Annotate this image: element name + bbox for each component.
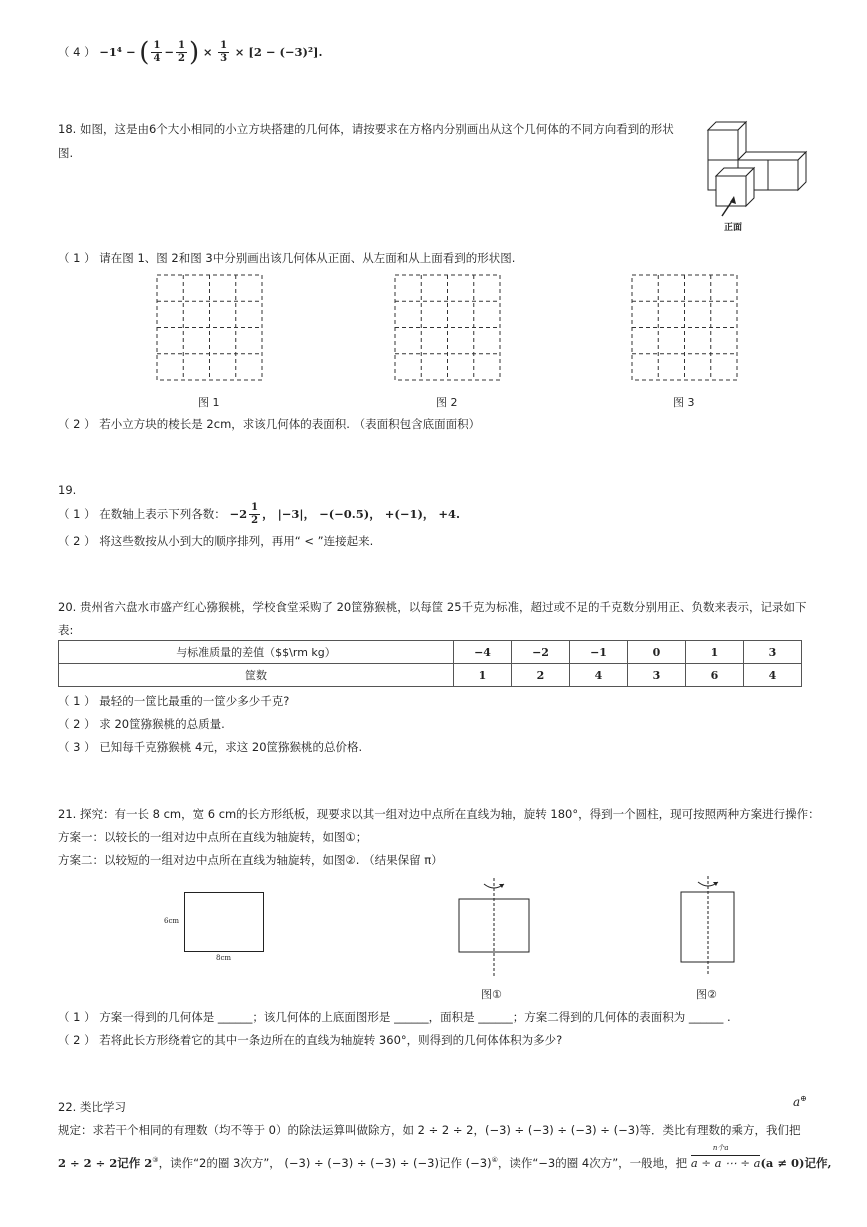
q22-line2-b: ，读作“2的圈 3次方”， (−3) ÷ (−3) ÷ (−3) ÷ (−3)记作 (−3) [158,1156,492,1170]
grid-2 [394,274,502,382]
figure-1-rotation [456,872,532,980]
table-cell: 3 [744,641,802,664]
times-sign: × [202,45,213,59]
grid-3-caption: 图 3 [673,396,695,409]
corner-symbol: a⊕ [793,1094,807,1109]
table-row [59,664,802,687]
q19-part1-text: （ 1 ） 在数轴上表示下列各数： [58,507,226,521]
length-label: 8cm [216,954,232,962]
q17-part4-prefix: （ 4 ） [58,45,96,59]
brace-expression [690,1144,761,1170]
q18-line1: 18. 如图，这是由6个大小相同的小立方块搭建的几何体，请按要求在方格内分别画出从这个几何体的不同方向看到的形状 [58,122,674,136]
q22-title: 22. 类比学习 [58,1100,126,1114]
q20-part1: （ 1 ） 最轻的一筐比最重的一筐少多少千克? [58,694,290,708]
table-cell: 1 [454,664,512,687]
table-cell: 4 [744,664,802,687]
q19-title: 19. [58,483,77,497]
table-cell: 4 [570,664,628,687]
q17-part4 [58,37,323,68]
fraction-1-2: $\frac{1}{2}$ [178,40,186,64]
table-cell: −1 [570,641,628,664]
rectangle-figure [184,892,264,952]
q18-part2: （ 2 ） 若小立方块的棱长是 2cm，求该几何体的表面积. （表面积包含底面面积） [58,417,481,431]
q18-part1: （ 1 ） 请在图 1、图 2和图 3中分别画出该几何体从正面、从左面和从上面看到的形状图. [58,251,516,265]
front-label: 正面 [724,223,743,233]
table-row [59,641,802,664]
grid-2-caption: 图 2 [436,396,458,409]
q18-line2: 图. [58,146,74,160]
row1-label: 与标准质量的差值（$$\rm kg） [59,641,454,664]
q21-part2: （ 2 ） 若将此长方形绕着它的其中一条边所在的直线为轴旋转 360°，则得到的几何体体积为多少? [58,1033,563,1047]
fig1-caption: 图① [481,988,502,1001]
q21-line3: 方案二：以较短的一组对边中点所在直线为轴旋转，如图②. （结果保留 π） [58,853,443,867]
q20-line1: 20. 贵州省六盘水市盛产红心猕猴桃，学校食堂采购了 20筐猕猴桃，以每筐 25千克为标准，超过或不足的千克数分别用正、负数来表示，记录如下 [58,600,807,614]
q20-part3: （ 3 ） 已知每千克猕猴桃 4元，求这 20筐猕猴桃的总价格. [58,740,363,754]
figure-2-rotation [678,872,738,980]
right-paren: ) [189,37,200,68]
q21-part1: （ 1 ） 方案一得到的几何体是 ______；该几何体的上底面图形是 ______，面积是 ______；方案二得到的几何体的表面积为 ______ . [58,1010,731,1024]
row2-label: 筐数 [59,664,454,687]
q22-line2-c: ，读作“−3的圈 4次方”，一般地，把 [497,1156,688,1170]
minus-sign: − [164,45,175,59]
q22-line1: 规定：求若干个相同的有理数（均不等于 0）的除法运算叫做除方，如 2 ÷ 2 ÷ 2，(−3) ÷ (−3) ÷ (−3) ÷ (−3)等．类比有理数的乘方，我们把 [58,1123,801,1137]
table-cell: 0 [628,641,686,664]
q17-expr-a: −1⁴ − [99,45,136,59]
grid-1-caption: 图 1 [198,396,220,409]
mixed-number-whole: −2 [229,507,248,521]
fraction-1-4: $\frac{1}{4}$ [153,40,161,64]
table-cell: 1 [686,641,744,664]
brace-label: n个a [712,1144,729,1152]
q19-part1 [58,502,460,527]
q20-part2: （ 2 ） 求 20筐猕猴桃的总质量. [58,717,225,731]
q19-number-list: ， |−3|， −(−0.5)， +(−1)， +4. [262,507,461,521]
q22-line2-d: (a ≠ 0)记作, [760,1156,832,1170]
q21-line1: 21. 探究：有一长 8 cm，宽 6 cm的长方形纸板，现要求以其一组对边中点所在直线为轴，旋转 180°，得到一个圆柱，现可按照两种方案进行操作： [58,807,820,821]
table-cell: 3 [628,664,686,687]
kiwi-table [58,640,802,687]
left-paren: ( [139,37,150,68]
q22-line2 [58,1144,832,1171]
mixed-number-fraction: $\frac{1}{2}$ [251,502,259,526]
grid-3 [631,274,739,382]
table-cell: −2 [512,641,570,664]
table-cell: 2 [512,664,570,687]
q22-sup1: ③ [152,1156,159,1165]
q20-line2: 表: [58,623,74,637]
table-cell: −4 [454,641,512,664]
q21-line2: 方案一：以较长的一组对边中点所在直线为轴旋转，如图①； [58,830,368,844]
fig2-caption: 图② [696,988,717,1001]
q19-part2: （ 2 ） 将这些数按从小到大的顺序排列，再用“ < ”连接起来. [58,534,374,548]
width-label: 6cm [164,917,180,925]
fraction-1-3: $\frac{1}{3}$ [220,40,228,64]
table-cell: 6 [686,664,744,687]
grid-1 [156,274,264,382]
cube-figure [700,118,812,233]
brace-body: a ÷ a ⋯ ÷ a [690,1156,761,1170]
q22-sup2: ④ [491,1156,498,1165]
q17-expr-b: × [2 − (−3)²]. [234,45,323,59]
q22-line2-a: 2 ÷ 2 ÷ 2记作 2 [58,1156,153,1170]
